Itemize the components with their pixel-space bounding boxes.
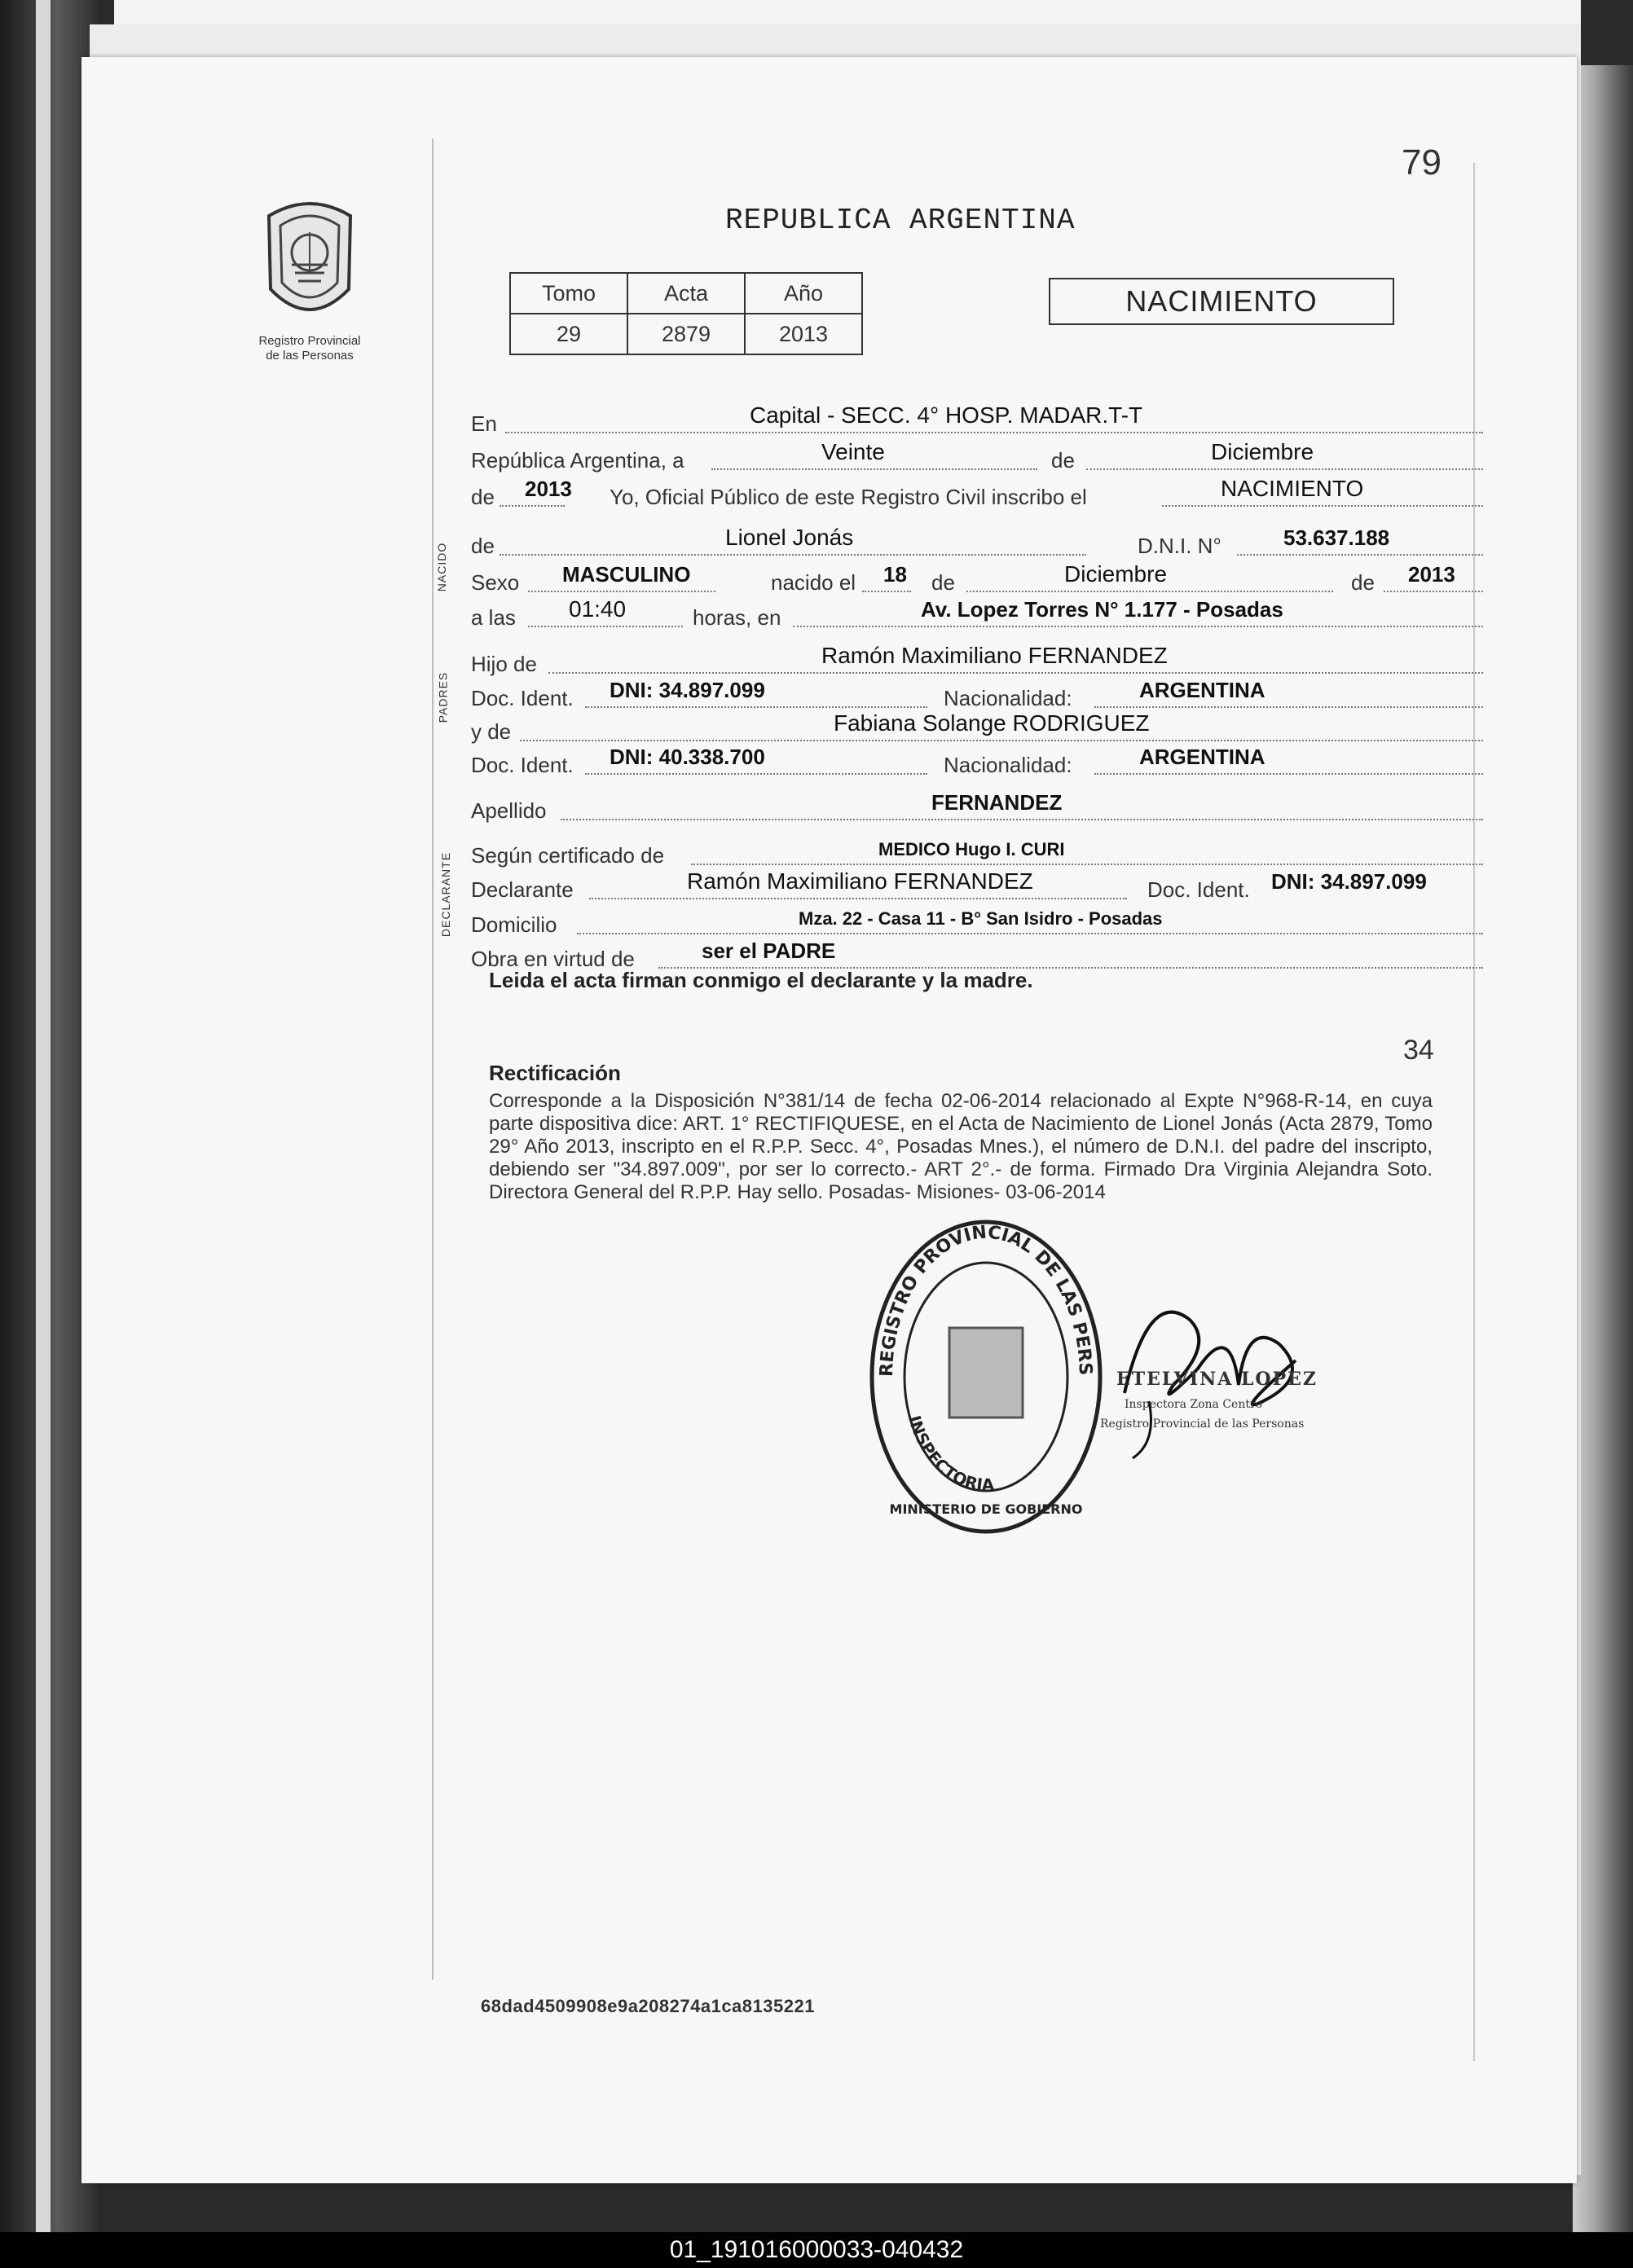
- label-yo: Yo, Oficial Público de este Registro Civil inscribo el: [610, 485, 1087, 509]
- row-declarante: [471, 868, 1530, 903]
- dots: [500, 505, 565, 507]
- row-padre-doc: [471, 678, 1530, 711]
- dots: [1094, 773, 1483, 775]
- header-tomo: Tomo: [510, 273, 627, 314]
- row-sexo: [471, 561, 1530, 596]
- value-declarante-doc: DNI: 34.897.099: [1271, 869, 1427, 894]
- dots: [1237, 554, 1483, 556]
- dots: [1162, 505, 1483, 507]
- value-madre: Fabiana Solange RODRIGUEZ: [834, 710, 1150, 736]
- side-label-nacido: NACIDO: [435, 542, 449, 592]
- logo-label-2: de las Personas: [266, 349, 354, 363]
- dots: [548, 672, 1483, 674]
- label-dni: D.N.I. N°: [1138, 534, 1221, 558]
- value-anio: 2013: [525, 477, 572, 501]
- value-dia-letras: Veinte: [821, 439, 885, 464]
- logo-label-1: Registro Provincial: [258, 334, 361, 348]
- value-lugar: Capital - SECC. 4° HOSP. MADAR.T-T: [750, 402, 1143, 428]
- value-certificado: MEDICO Hugo I. CURI: [878, 839, 1065, 859]
- label-hijo-de: Hijo de: [471, 652, 537, 676]
- signature-org: Registro Provincial de las Personas: [1100, 1418, 1305, 1431]
- dots: [505, 432, 1483, 433]
- closing-statement: Leida el acta firman conmigo el declarante y la madre.: [489, 968, 1033, 992]
- value-declarante: Ramón Maximiliano FERNANDEZ: [687, 868, 1033, 894]
- rectification-body: Corresponde a la Disposición N°381/14 de fecha 02-06-2014 relacionado al Expte N°968-R-14, en cuya parte dispositiva dice: ART. 1° RECTIFIQUESE, en el Acta de Nacimiento de Lionel Jonás (Acta 2879, Tomo 29° Año 2013, inscripto en el R.P.P. Secc. 4°, Posadas Mnes.), el número de D.N.I. del padre del inscripto, debiendo ser "34.897.009", por ser lo correcto.- ART 2°.- de forma. Firmado Dra Virginia Alejandra Soto. Directora General del R.P.P. Hay sello. Posadas- Misiones- 03-06-2014: [489, 1090, 1433, 1203]
- dots: [793, 626, 1483, 627]
- dots: [691, 864, 1483, 865]
- stamp-text: REGISTRO PROVINCIAL DE LAS PERS: [876, 1222, 1096, 1378]
- label-de-anio: de: [471, 485, 495, 509]
- value-domicilio: Mza. 22 - Casa 11 - B° San Isidro - Posadas: [799, 908, 1163, 929]
- row-hora: [471, 596, 1530, 631]
- side-label-declarante: DECLARANTE: [439, 851, 453, 938]
- value-padre-nac: ARGENTINA: [1139, 678, 1265, 702]
- seal-icon: [253, 191, 367, 330]
- value-sexo: MASCULINO: [562, 562, 691, 587]
- label-apellido: Apellido: [471, 798, 547, 823]
- row-madre-doc: [471, 745, 1530, 778]
- footer-filename: 01_191016000033-040432: [0, 2232, 1633, 2268]
- value-nombre: Lionel Jonás: [725, 525, 854, 550]
- dots: [561, 819, 1483, 820]
- value-padre: Ramón Maximiliano FERNANDEZ: [821, 643, 1168, 668]
- document-title: REPUBLICA ARGENTINA: [725, 204, 1076, 237]
- rectification-number: 34: [1403, 1035, 1434, 1066]
- page-number: 79: [1402, 143, 1442, 182]
- side-label-padres: PADRES: [436, 671, 450, 723]
- value-tomo: 29: [510, 314, 627, 354]
- official-stamp: [860, 1214, 1112, 1544]
- value-apellido: FERNANDEZ: [931, 790, 1063, 815]
- margin-line: [432, 138, 434, 1980]
- background-right: [1573, 65, 1633, 2232]
- dots: [520, 740, 1483, 741]
- row-certificado: [471, 839, 1530, 868]
- label-sexo: Sexo: [471, 570, 520, 595]
- value-acta: 2879: [627, 314, 745, 354]
- dots: [1094, 706, 1483, 708]
- dots: [585, 773, 927, 775]
- stamp-icon: [860, 1214, 1112, 1540]
- dots: [528, 591, 715, 592]
- background-strip: [36, 0, 51, 2232]
- label-doc-ident-padre: Doc. Ident.: [471, 686, 574, 710]
- label-domicilio: Domicilio: [471, 912, 557, 937]
- label-nacido-el: nacido el: [771, 570, 856, 595]
- dots: [577, 933, 1483, 934]
- value-acto: NACIMIENTO: [1221, 476, 1364, 501]
- rectification-title: Rectificación: [489, 1061, 621, 1085]
- province-seal-logo: [232, 191, 387, 363]
- label-doc-ident-declarante: Doc. Ident.: [1147, 877, 1250, 902]
- value-obra: ser el PADRE: [702, 938, 836, 963]
- row-madre: [471, 710, 1530, 745]
- header-acta: Acta: [627, 273, 745, 314]
- signature-name: ETELVINA LOPEZ: [1116, 1369, 1318, 1390]
- value-anio: 2013: [745, 314, 862, 354]
- signature-role: Inspectora Zona Centro: [1125, 1398, 1263, 1411]
- label-horas-en: horas, en: [693, 605, 781, 630]
- label-de-nombre: de: [471, 534, 495, 558]
- registry-table: [509, 272, 863, 355]
- value-padre-doc: DNI: 34.897.099: [610, 678, 765, 702]
- label-de: de: [1051, 448, 1075, 472]
- dots: [862, 591, 911, 592]
- dots: [1086, 468, 1483, 470]
- value-nac-mes: Diciembre: [1064, 561, 1168, 587]
- value-lugar-nac: Av. Lopez Torres N° 1.177 - Posadas: [921, 597, 1283, 622]
- label-a-las: a las: [471, 605, 516, 630]
- label-en: En: [471, 411, 497, 436]
- value-mes: Diciembre: [1211, 439, 1314, 464]
- label-obra: Obra en virtud de: [471, 947, 635, 971]
- stamp-text-inner: INSPECTORIA: [905, 1413, 995, 1495]
- row-apellido: [471, 790, 1530, 824]
- dots: [585, 706, 927, 708]
- label-doc-ident-madre: Doc. Ident.: [471, 753, 574, 777]
- value-madre-nac: ARGENTINA: [1139, 745, 1265, 769]
- dots: [966, 591, 1333, 592]
- label-declarante: Declarante: [471, 877, 574, 902]
- document-hash: 68dad4509908e9a208274a1ca8135221: [481, 1996, 815, 2016]
- value-hora: 01:40: [569, 596, 627, 622]
- label-segun: Según certificado de: [471, 843, 665, 868]
- row-padre: [471, 643, 1530, 677]
- row-republica: [471, 439, 1530, 473]
- svg-text:INSPECTORIA: [905, 1413, 995, 1495]
- value-madre-doc: DNI: 40.338.700: [610, 745, 765, 769]
- stamp-text-bottom: MINISTERIO DE GOBIERNO: [889, 1501, 1083, 1517]
- dots: [528, 626, 683, 627]
- label-de-mes: de: [931, 570, 955, 595]
- dots: [711, 468, 1037, 470]
- label-nacionalidad-madre: Nacionalidad:: [944, 753, 1072, 777]
- row-domicilio: [471, 908, 1530, 938]
- dots: [1384, 591, 1483, 592]
- row-yo: [471, 476, 1530, 510]
- header-anio: Año: [745, 273, 862, 314]
- dots: [500, 554, 1086, 556]
- label-republica: República Argentina, a: [471, 448, 684, 472]
- signature-block: [1100, 1271, 1361, 1470]
- value-dni: 53.637.188: [1283, 525, 1390, 550]
- value-nac-dia: 18: [883, 562, 907, 587]
- label-nacionalidad-padre: Nacionalidad:: [944, 686, 1072, 710]
- dots: [589, 898, 1127, 899]
- row-en: [471, 402, 1530, 437]
- label-de-anio2: de: [1351, 570, 1375, 595]
- act-type-box: NACIMIENTO: [1049, 278, 1394, 325]
- signature-icon: [1100, 1271, 1361, 1466]
- label-y-de: y de: [471, 719, 512, 744]
- row-nombre: [471, 525, 1530, 559]
- value-nac-anio: 2013: [1408, 562, 1455, 587]
